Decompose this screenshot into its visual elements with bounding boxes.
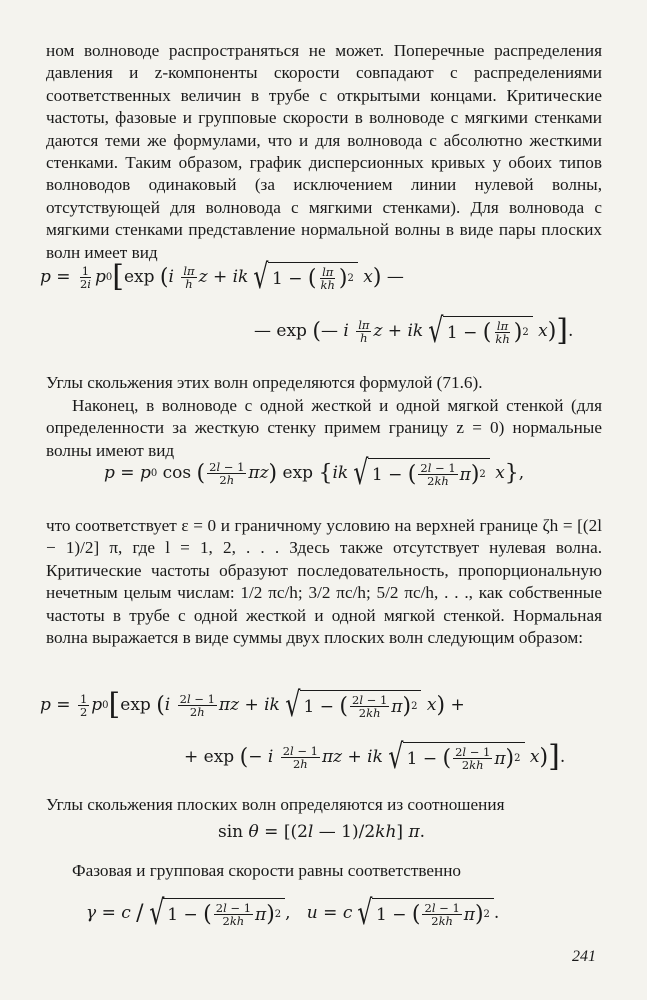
- paragraph-4: [46, 515, 602, 649]
- paragraph-1-text: ном волноводе распространяться не может. Поперечные распределения давления и z-компоненты скорости совпадают с распределениями соответственных величин в трубе с открытыми концами. Критические частоты, фазовые и групповые скорости в волноводе с мягкими стенками даются теми же формулами, что и для волновода с абсолютно жесткими стенками. Таким образом, график дисперсионных кривых у обоих типов волноводов одинаковый (за исключением линии нулевой волны, отсутствующей для волновода с мягкими стенками). Для волновода с мягкими стенками представление нормальной волны в виде пары плоских волн имеет вид: [46, 41, 602, 262]
- formula-3-line-1: p = $\frac{1}{2}$ p 0 [ exp ( i $\frac{2l - 1}{2h}$ πz + ik √ 1 − ( $\frac{2l - 1}{2kh}$ π ) 2 x ) +: [40, 685, 465, 725]
- formula-5: γ = c / √ 1 − ( $\frac{2l - 1}{2kh}$ π ) 2 , u = c √ 1 − ( $\frac{2l - 1}{2kh}$ π ) 2 .: [86, 893, 500, 933]
- page-number: 241: [572, 948, 596, 965]
- paragraph-5-text: Углы скольжения плоских волн определяются из соотношения: [46, 795, 505, 814]
- paragraph-3-text: Наконец, в волноводе с одной жесткой и одной мягкой стенкой (для определенности за жесткую стенку примем границу z = 0) нормальные волны имеют вид: [46, 396, 602, 460]
- paragraph-4-text: что соответствует ε = 0 и граничному условию на верхней границе ζh = [(2l − 1)/2] π, где l = 1, 2, . . . Здесь также отсутствует нулевая волна. Критические частоты образуют последовательность, пропорциональную нечетным целым числам: 1/2 πc/h; 3/2 πc/h; 5/2 πc/h, . . ., как собственные частоты в трубе с одной жесткой и одной мягкой стенкой. Нормальная волна выражается в виде суммы двух плоских волн следующим образом:: [46, 516, 602, 648]
- formula-1-line-1: p = $\frac{1}{2i}$ p 0 [ exp ( i $\frac{l\pi}{h}$ z + ik √ 1 − ( $\frac{l\pi}{kh}$ ) 2 x ) —: [40, 257, 404, 297]
- formula-2: p = p 0 cos ( $\frac{2l - 1}{2h}$ πz ) exp { ik √ 1 − ( $\frac{2l - 1}{2kh}$ π ) 2 x } ,: [104, 453, 525, 493]
- paragraph-2-text: Углы скольжения этих волн определяются формулой (71.6).: [46, 373, 483, 392]
- paragraph-5: [46, 794, 602, 816]
- paragraph-6: [72, 860, 602, 882]
- formula-4: sin θ = [(2 l — 1)/2 kh ] π .: [218, 822, 426, 842]
- paragraph-1: [46, 40, 602, 264]
- formula-1-line-2: — exp ( — i $\frac{l\pi}{h}$ z + ik √ 1 − ( $\frac{l\pi}{kh}$ ) 2 x ) ] .: [254, 311, 574, 351]
- paragraph-2: [46, 372, 602, 394]
- formula-3-line-2: + exp ( − i $\frac{2l - 1}{2h}$ πz + ik √ 1 − ( $\frac{2l - 1}{2kh}$ π ) 2 x ) ] .: [184, 737, 566, 777]
- paragraph-6-text: Фазовая и групповая скорости равны соответственно: [72, 861, 461, 880]
- paragraph-3: [46, 395, 602, 462]
